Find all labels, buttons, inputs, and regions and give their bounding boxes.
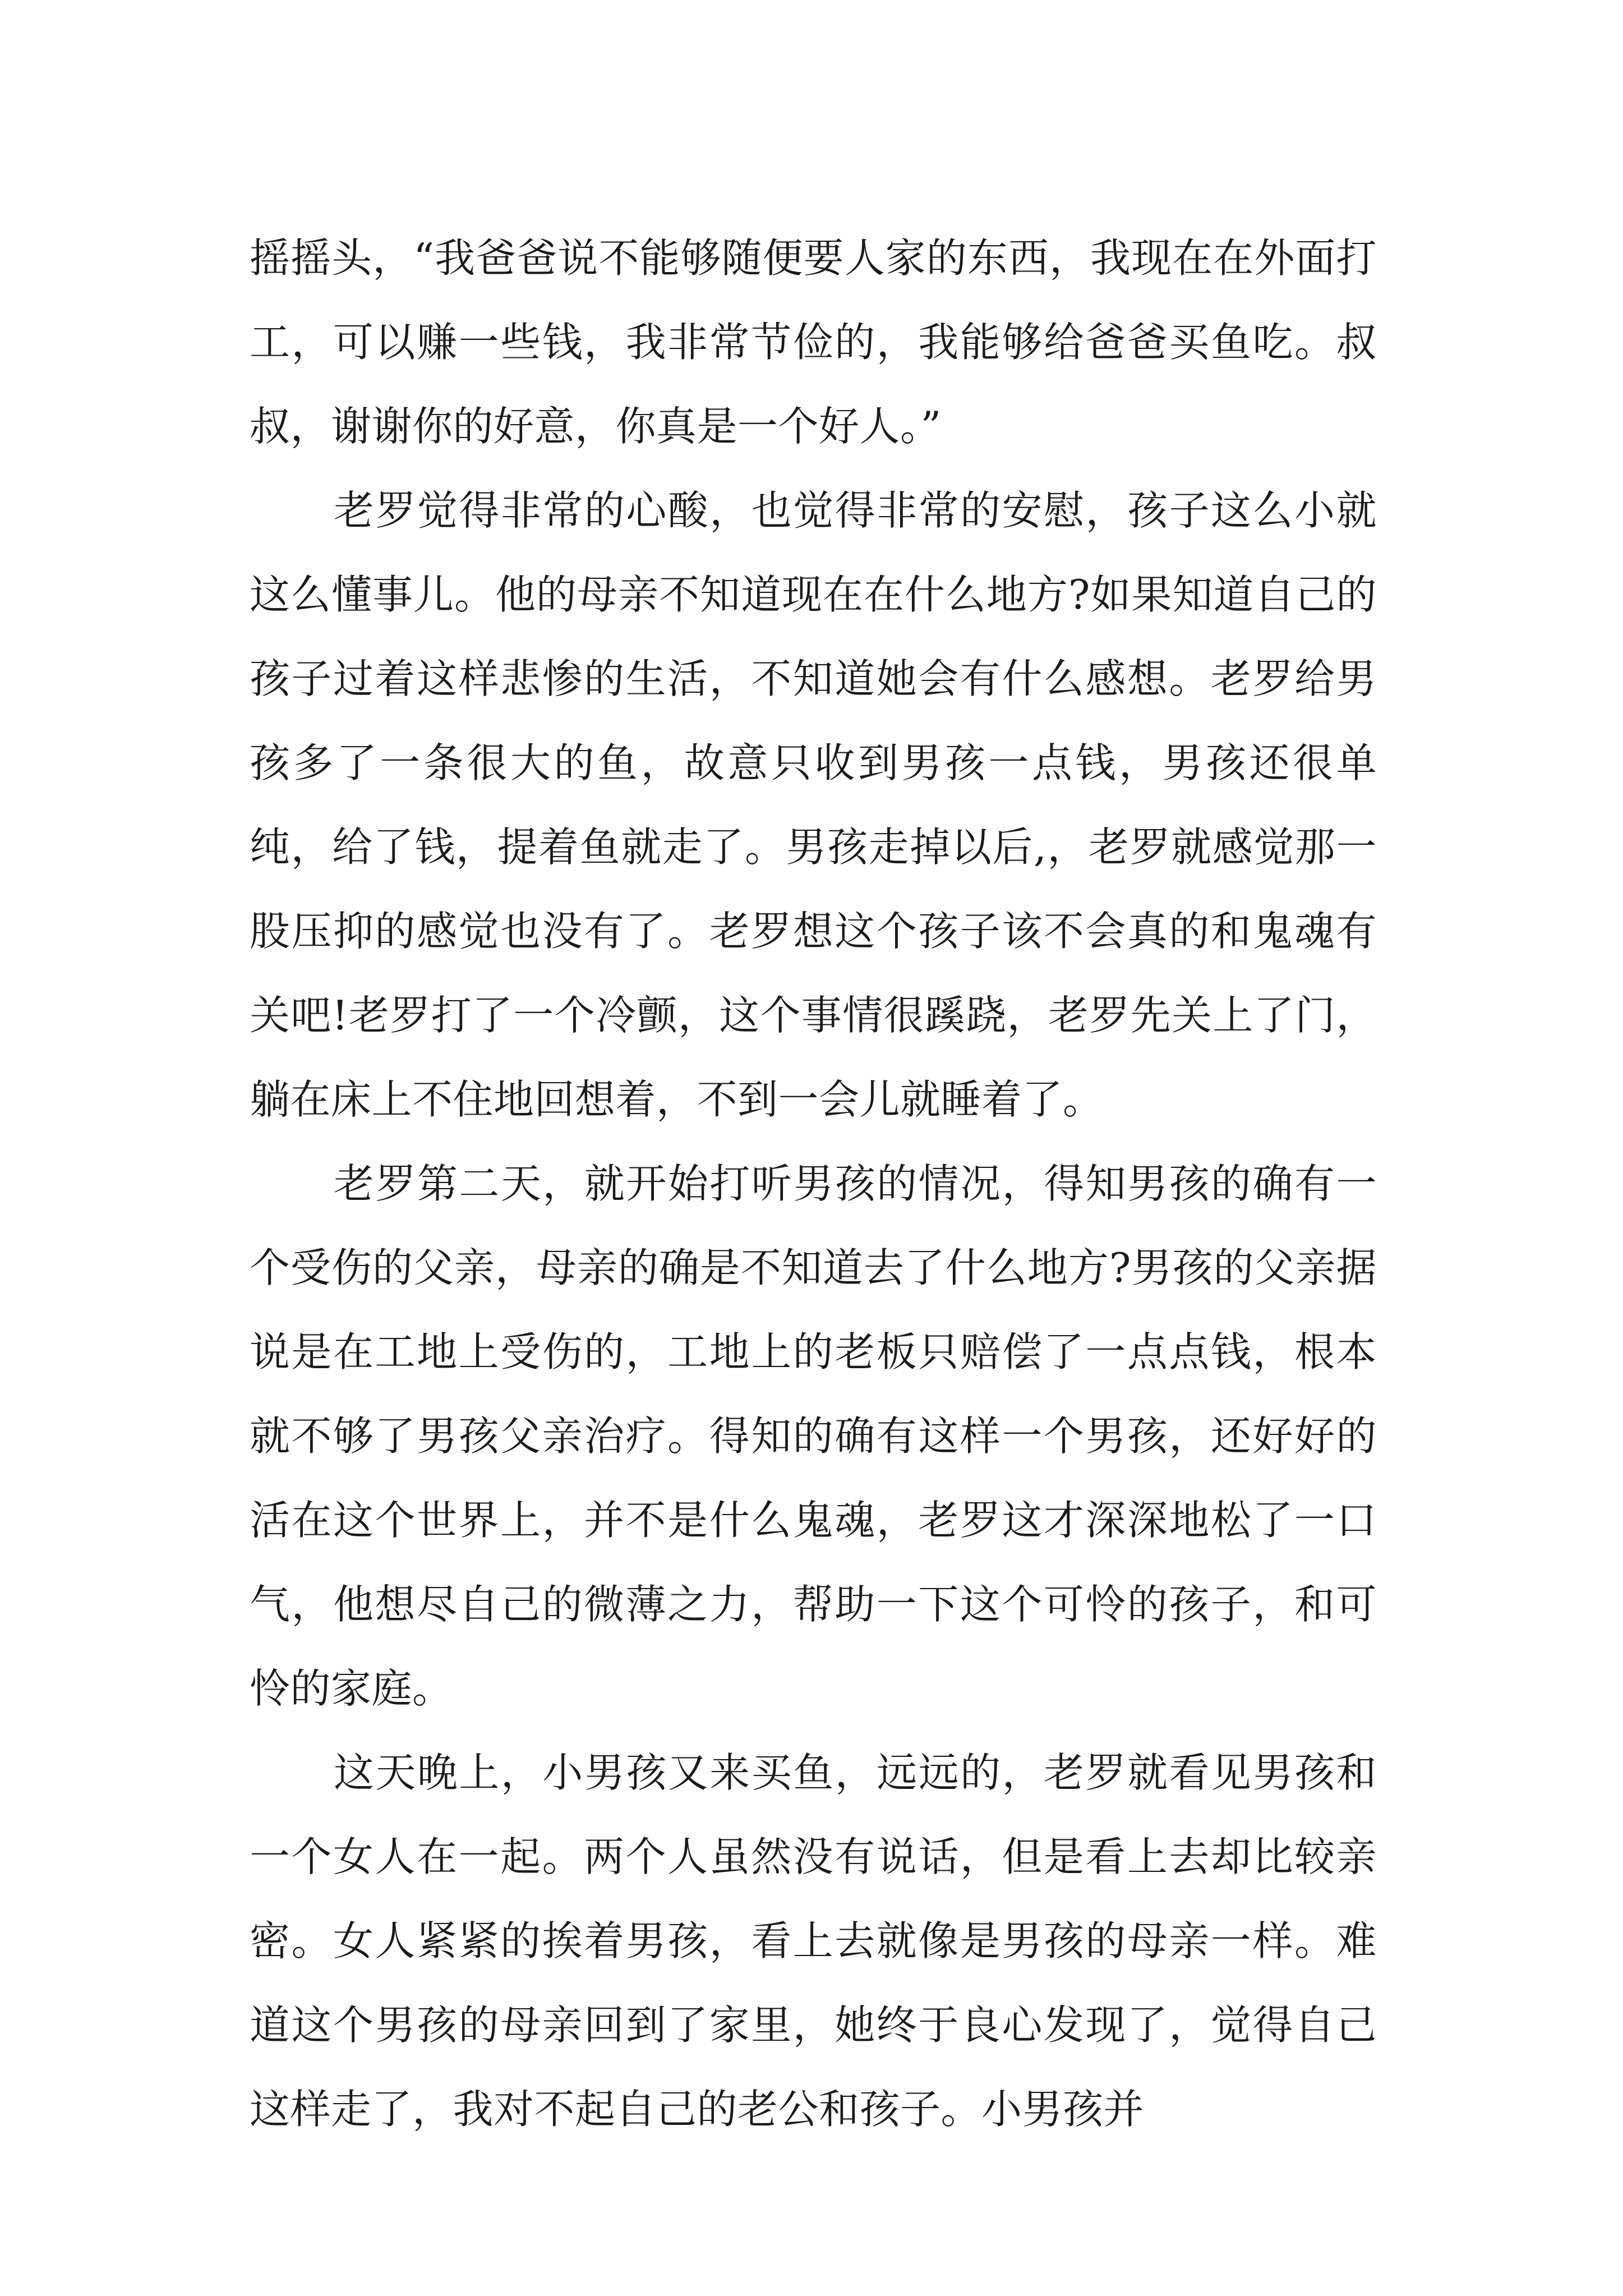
paragraph-4: 这天晚上，小男孩又来买鱼，远远的，老罗就看见男孩和一个女人在一起。两个人虽然没有说话，但是看上去却比较亲密。女人紧紧的挨着男孩，看上去就像是男孩的母亲一样。难道这个男孩的母亲回到了家里，她终于良心发现了，觉得自己这样走了，我对不起自己的老公和孩子。小男孩并 bbox=[250, 1749, 1377, 2133]
paragraph-2: 老罗觉得非常的心酸，也觉得非常的安慰，孩子这么小就这么懂事儿。他的母亲不知道现在在什么地方?如果知道自己的孩子过着这样悲惨的生活，不知道她会有什么感想。老罗给男孩多了一条很大的鱼，故意只收到男孩一点钱，男孩还很单纯，给了钱，提着鱼就走了。男孩走掉以后,，老罗就感觉那一股压抑的感觉也没有了。老罗想这个孩子该不会真的和鬼魂有关吧!老罗打了一个冷颤，这个事情很蹊跷，老罗先关上了门，躺在床上不住地回想着，不到一会儿就睡着了。 bbox=[250, 487, 1377, 1123]
paragraph-3: 老罗第二天，就开始打听男孩的情况，得知男孩的确有一个受伤的父亲，母亲的确是不知道去了什么地方?男孩的父亲据说是在工地上受伤的，工地上的老板只赔偿了一点点钱，根本就不够了男孩父亲治疗。得知的确有这样一个男孩，还好好的活在这个世界上，并不是什么鬼魂，老罗这才深深地松了一口气，他想尽自己的微薄之力，帮助一下这个可怜的孩子，和可怜的家庭。 bbox=[250, 1160, 1377, 1712]
document-body bbox=[250, 216, 1377, 2151]
paragraph-1: 摇摇头，“我爸爸说不能够随便要人家的东西，我现在在外面打工，可以赚一些钱，我非常节俭的，我能够给爸爸买鱼吃。叔叔，谢谢你的好意，你真是一个好人。” bbox=[250, 234, 1377, 450]
